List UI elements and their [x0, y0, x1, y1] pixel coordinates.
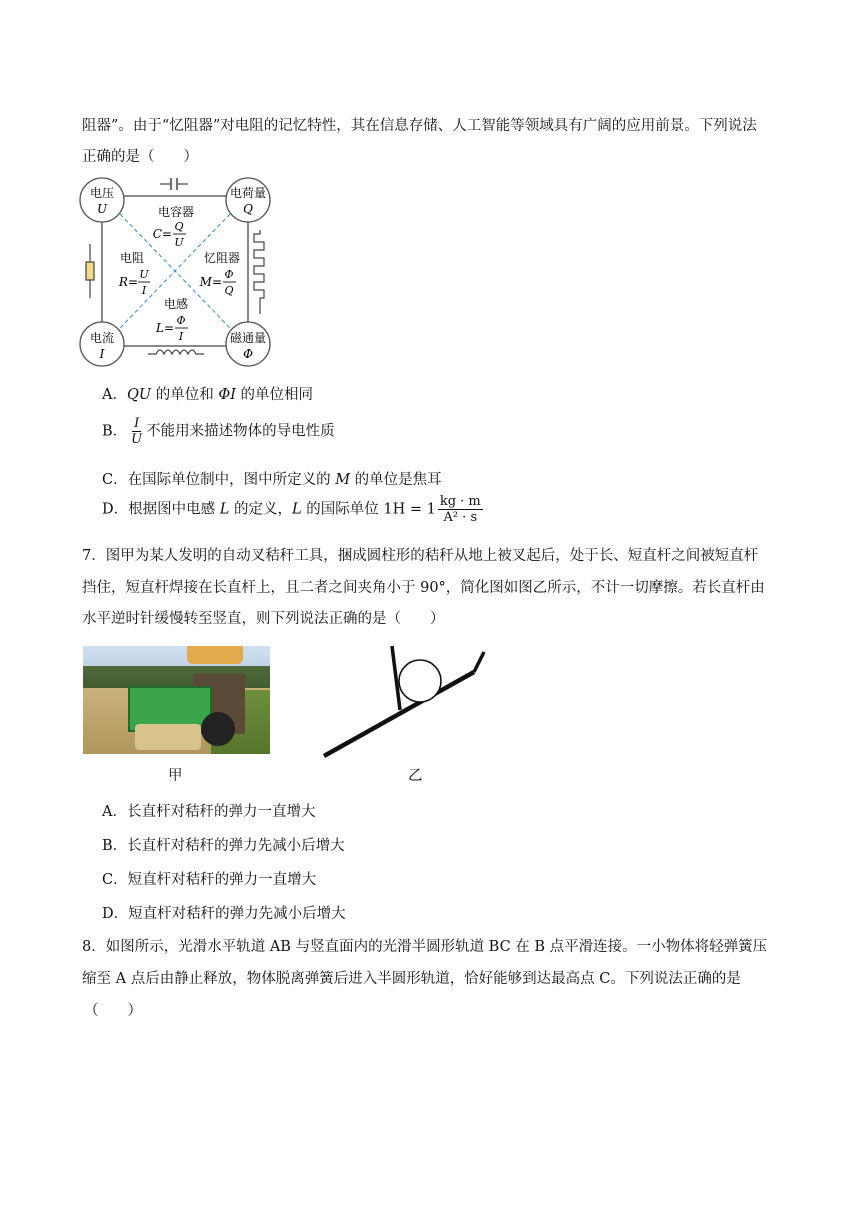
svg-text:忆阻器: 忆阻器: [203, 251, 241, 265]
option-a: A．QU 的单位和 ΦI 的单位相同: [102, 387, 314, 403]
option-c: C．在国际单位制中，图中所定义的 M 的单位是焦耳: [102, 472, 442, 488]
question-text-line: 正确的是（ ）: [82, 149, 198, 165]
svg-text:Q: Q: [224, 284, 234, 297]
current-node: [80, 322, 124, 366]
question-text-line: 阻器”。由于“忆阻器”对电阻的记忆特性，其在信息存储、人工智能等领域具有广阔的应用前景。下列说法: [82, 118, 757, 134]
svg-text:电荷量: 电荷量: [229, 186, 267, 200]
svg-text:U: U: [174, 236, 184, 249]
figure-caption-b: 乙: [408, 768, 423, 784]
svg-text:Φ: Φ: [243, 347, 253, 361]
svg-text:Φ: Φ: [224, 268, 234, 281]
memristor-formula: [199, 250, 240, 297]
question-8-text-line: 8．如图所示，光滑水平轨道 AB 与竖直面内的光滑半圆形轨道 BC 在 B 点平滑连接。一小物体将轻弹簧压: [82, 939, 768, 955]
svg-text:I: I: [99, 347, 105, 361]
resistor-formula: [118, 250, 150, 297]
capacitor-symbol-icon: [160, 178, 188, 190]
inductor-formula: [155, 296, 188, 343]
charge-node: [226, 178, 270, 222]
resistor-symbol-icon: [86, 244, 94, 298]
svg-text:U: U: [96, 202, 108, 216]
question-8-text-line: （ ）: [84, 1003, 142, 1019]
svg-text:I: I: [178, 330, 184, 343]
q7-option-b: B．长直杆对秸秆的弹力先减小后增大: [102, 838, 345, 854]
svg-text:电流: 电流: [89, 331, 115, 345]
capacitor-formula: [153, 204, 194, 249]
svg-text:R=: R=: [118, 275, 138, 289]
question-7-text-line: 挡住，短直杆焊接在长直杆上，且二者之间夹角小于 90°，简化图如图乙所示，不计一切摩擦。若长直杆由: [82, 580, 765, 596]
question-8-text-line: 缩至 A 点后由静止释放，物体脱离弹簧后进入半圆形轨道，恰好能够到达最高点 C。下列说法正确的是: [82, 971, 741, 987]
option-b: B． $\frac{I}{U}$ 不能用来描述物体的导电性质: [102, 416, 335, 447]
question-7-text-line: 水平逆时针缓慢转至竖直，则下列说法正确的是（ ）: [82, 611, 445, 627]
svg-text:Q: Q: [243, 202, 253, 216]
svg-text:C=: C=: [152, 227, 172, 241]
svg-text:L=: L=: [155, 321, 174, 335]
q7-option-a: A．长直杆对秸秆的弹力一直增大: [102, 804, 316, 820]
voltage-node: [80, 178, 124, 222]
svg-text:电压: 电压: [89, 186, 115, 200]
svg-text:U: U: [139, 268, 149, 281]
electrical-quantities-diagram: [76, 172, 276, 372]
inductor-symbol-icon: [148, 350, 204, 354]
svg-text:Φ: Φ: [176, 314, 186, 327]
svg-text:Q: Q: [174, 220, 184, 233]
option-d: D．根据图中电感 L 的定义，L 的国际单位 1H = 1 $\frac{kg \cdot m}{\text{A² · s}}$: [102, 494, 481, 525]
svg-text:电感: 电感: [163, 297, 189, 311]
q7-option-d: D．短直杆对秸秆的弹力先减小后增大: [102, 906, 346, 922]
svg-text:磁通量: 磁通量: [229, 331, 267, 345]
question-7-text-line: 7．图甲为某人发明的自动叉秸秆工具，捆成圆柱形的秸秆从地上被叉起后，处于长、短直杆之间被短直杆: [82, 548, 759, 564]
memristor-symbol-icon: [254, 230, 264, 314]
q7-option-c: C．短直杆对秸秆的弹力一直增大: [102, 872, 317, 888]
svg-text:电容器: 电容器: [157, 205, 195, 219]
flux-node: [226, 322, 270, 366]
svg-text:电阻: 电阻: [119, 251, 145, 265]
rod-and-cylinder-diagram: [316, 642, 496, 762]
svg-text:M=: M=: [199, 275, 222, 289]
svg-text:I: I: [141, 284, 147, 297]
straw-baler-photo: [83, 646, 270, 754]
figure-caption-a: 甲: [168, 768, 183, 784]
